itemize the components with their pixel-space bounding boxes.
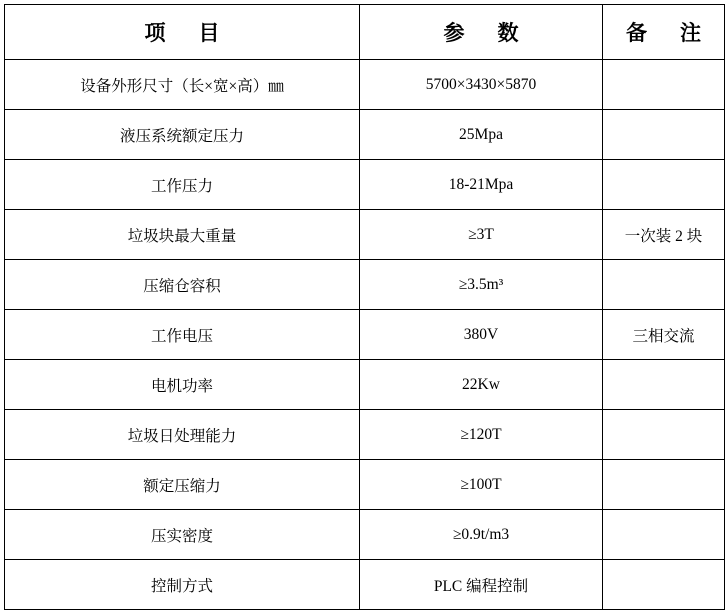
cell-item: 垃圾日处理能力 [5,410,360,460]
cell-remark [603,60,725,110]
cell-item: 垃圾块最大重量 [5,210,360,260]
cell-item: 工作压力 [5,160,360,210]
table-row [5,110,725,160]
cell-remark [603,110,725,160]
table-row [5,410,725,460]
table-row [5,160,725,210]
column-header-remark: 备 注 [603,5,725,60]
cell-remark: 三相交流 [603,310,725,360]
cell-item: 控制方式 [5,560,360,610]
specification-table [4,4,725,610]
table-row [5,260,725,310]
cell-item: 压缩仓容积 [5,260,360,310]
cell-item: 液压系统额定压力 [5,110,360,160]
cell-remark [603,560,725,610]
cell-remark [603,160,725,210]
table-row [5,60,725,110]
cell-item: 额定压缩力 [5,460,360,510]
table-row [5,510,725,560]
cell-param: ≥100T [360,460,603,510]
cell-remark [603,260,725,310]
cell-param: 18-21Mpa [360,160,603,210]
cell-item: 电机功率 [5,360,360,410]
cell-param: PLC 编程控制 [360,560,603,610]
table-row [5,310,725,360]
cell-param: ≥3.5m³ [360,260,603,310]
cell-remark [603,410,725,460]
cell-param: ≥120T [360,410,603,460]
cell-param: 380V [360,310,603,360]
cell-param: ≥3T [360,210,603,260]
cell-param: 5700×3430×5870 [360,60,603,110]
table-row [5,460,725,510]
cell-remark [603,360,725,410]
cell-remark [603,460,725,510]
cell-param: ≥0.9t/m3 [360,510,603,560]
cell-item: 压实密度 [5,510,360,560]
column-header-param: 参 数 [360,5,603,60]
column-header-item: 项 目 [5,5,360,60]
cell-param: 22Kw [360,360,603,410]
table-row [5,210,725,260]
cell-param: 25Mpa [360,110,603,160]
table-header-row [5,5,725,60]
table-row [5,560,725,610]
cell-remark: 一次装 2 块 [603,210,725,260]
cell-remark [603,510,725,560]
table-row [5,360,725,410]
cell-item: 设备外形尺寸（长×宽×高）㎜ [5,60,360,110]
cell-item: 工作电压 [5,310,360,360]
